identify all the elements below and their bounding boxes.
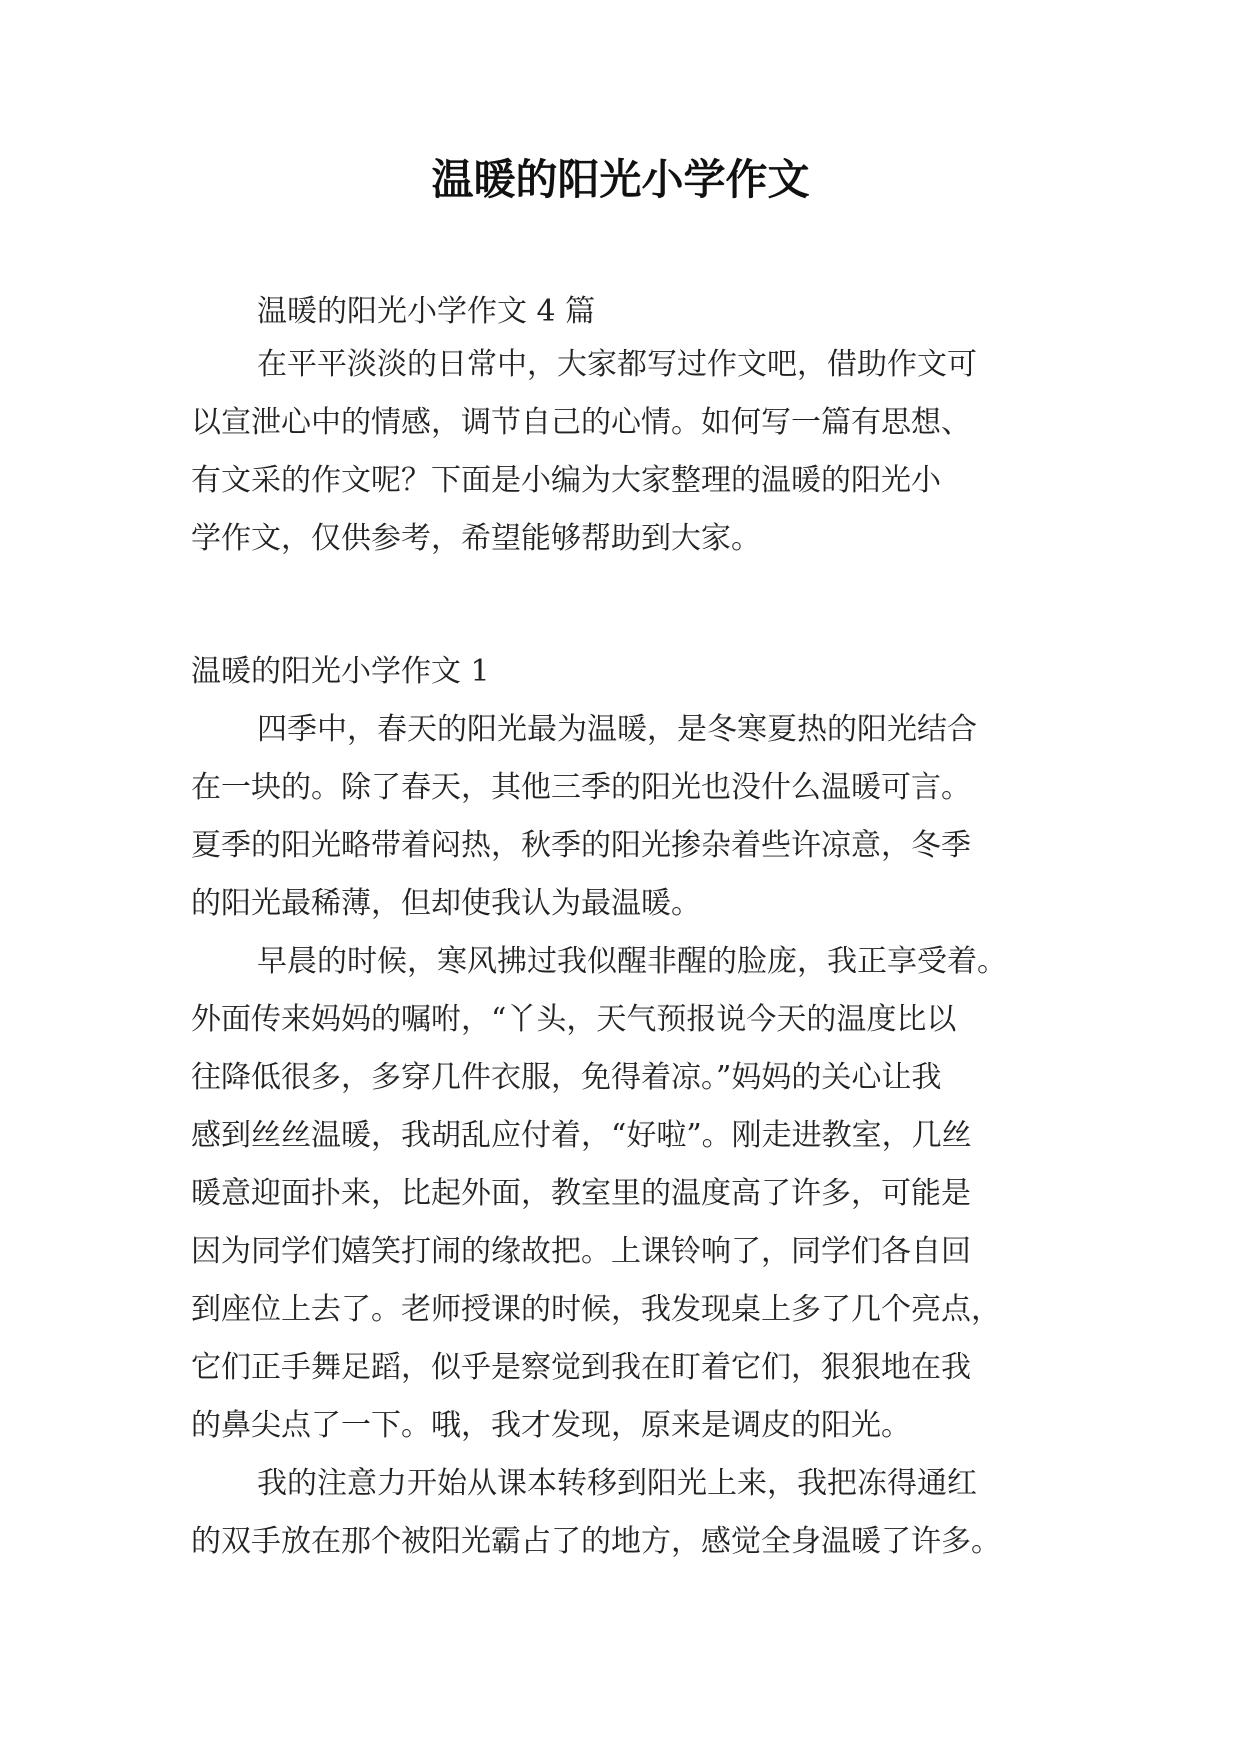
text-line: 在一块的。除了春天，其他三季的阳光也没什么温暖可言。 xyxy=(191,770,971,805)
text-line: 它们正手舞足蹈，似乎是察觉到我在盯着它们，狠狠地在我 xyxy=(191,1350,971,1385)
text-line: 感到丝丝温暖，我胡乱应付着，“好啦”。刚走进教室，几丝 xyxy=(191,1118,972,1153)
text-line: 到座位上去了。老师授课的时候，我发现桌上多了几个亮点， xyxy=(191,1292,1001,1327)
document-title: 温暖的阳光小学作文 xyxy=(431,155,810,204)
text-line: 学作文，仅供参考，希望能够帮助到大家。 xyxy=(191,521,761,556)
text-line: 外面传来妈妈的嘱咐，“丫头，天气预报说今天的温度比以 xyxy=(191,1002,957,1037)
text-line: 因为同学们嬉笑打闹的缘故把。上课铃响了，同学们各自回 xyxy=(191,1234,971,1269)
text-line: 四季中，春天的阳光最为温暖，是冬寒夏热的阳光结合 xyxy=(257,712,977,747)
text-line: 暖意迎面扑来，比起外面，教室里的温度高了许多，可能是 xyxy=(191,1176,971,1211)
text-line: 往降低很多，多穿几件衣服，免得着凉。”妈妈的关心让我 xyxy=(191,1060,942,1095)
text-line: 以宣泄心中的情感，调节自己的心情。如何写一篇有思想、 xyxy=(191,405,971,440)
text-line: 温暖的阳光小学作文 4 篇 xyxy=(257,294,596,329)
section-heading: 温暖的阳光小学作文 1 xyxy=(191,654,490,689)
text-line: 的鼻尖点了一下。哦，我才发现，原来是调皮的阳光。 xyxy=(191,1408,911,1443)
text-line: 夏季的阳光略带着闷热，秋季的阳光掺杂着些许凉意，冬季 xyxy=(191,828,971,863)
text-line: 在平平淡淡的日常中，大家都写过作文吧，借助作文可 xyxy=(257,347,977,382)
text-line: 有文采的作文呢？下面是小编为大家整理的温暖的阳光小 xyxy=(191,463,941,498)
text-line: 我的注意力开始从课本转移到阳光上来，我把冻得通红 xyxy=(257,1466,977,1501)
text-line: 的双手放在那个被阳光霸占了的地方，感觉全身温暖了许多。 xyxy=(191,1524,1001,1559)
text-line: 的阳光最稀薄，但却使我认为最温暖。 xyxy=(191,886,701,921)
text-line: 早晨的时候，寒风拂过我似醒非醒的脸庞，我正享受着。 xyxy=(257,944,1007,979)
